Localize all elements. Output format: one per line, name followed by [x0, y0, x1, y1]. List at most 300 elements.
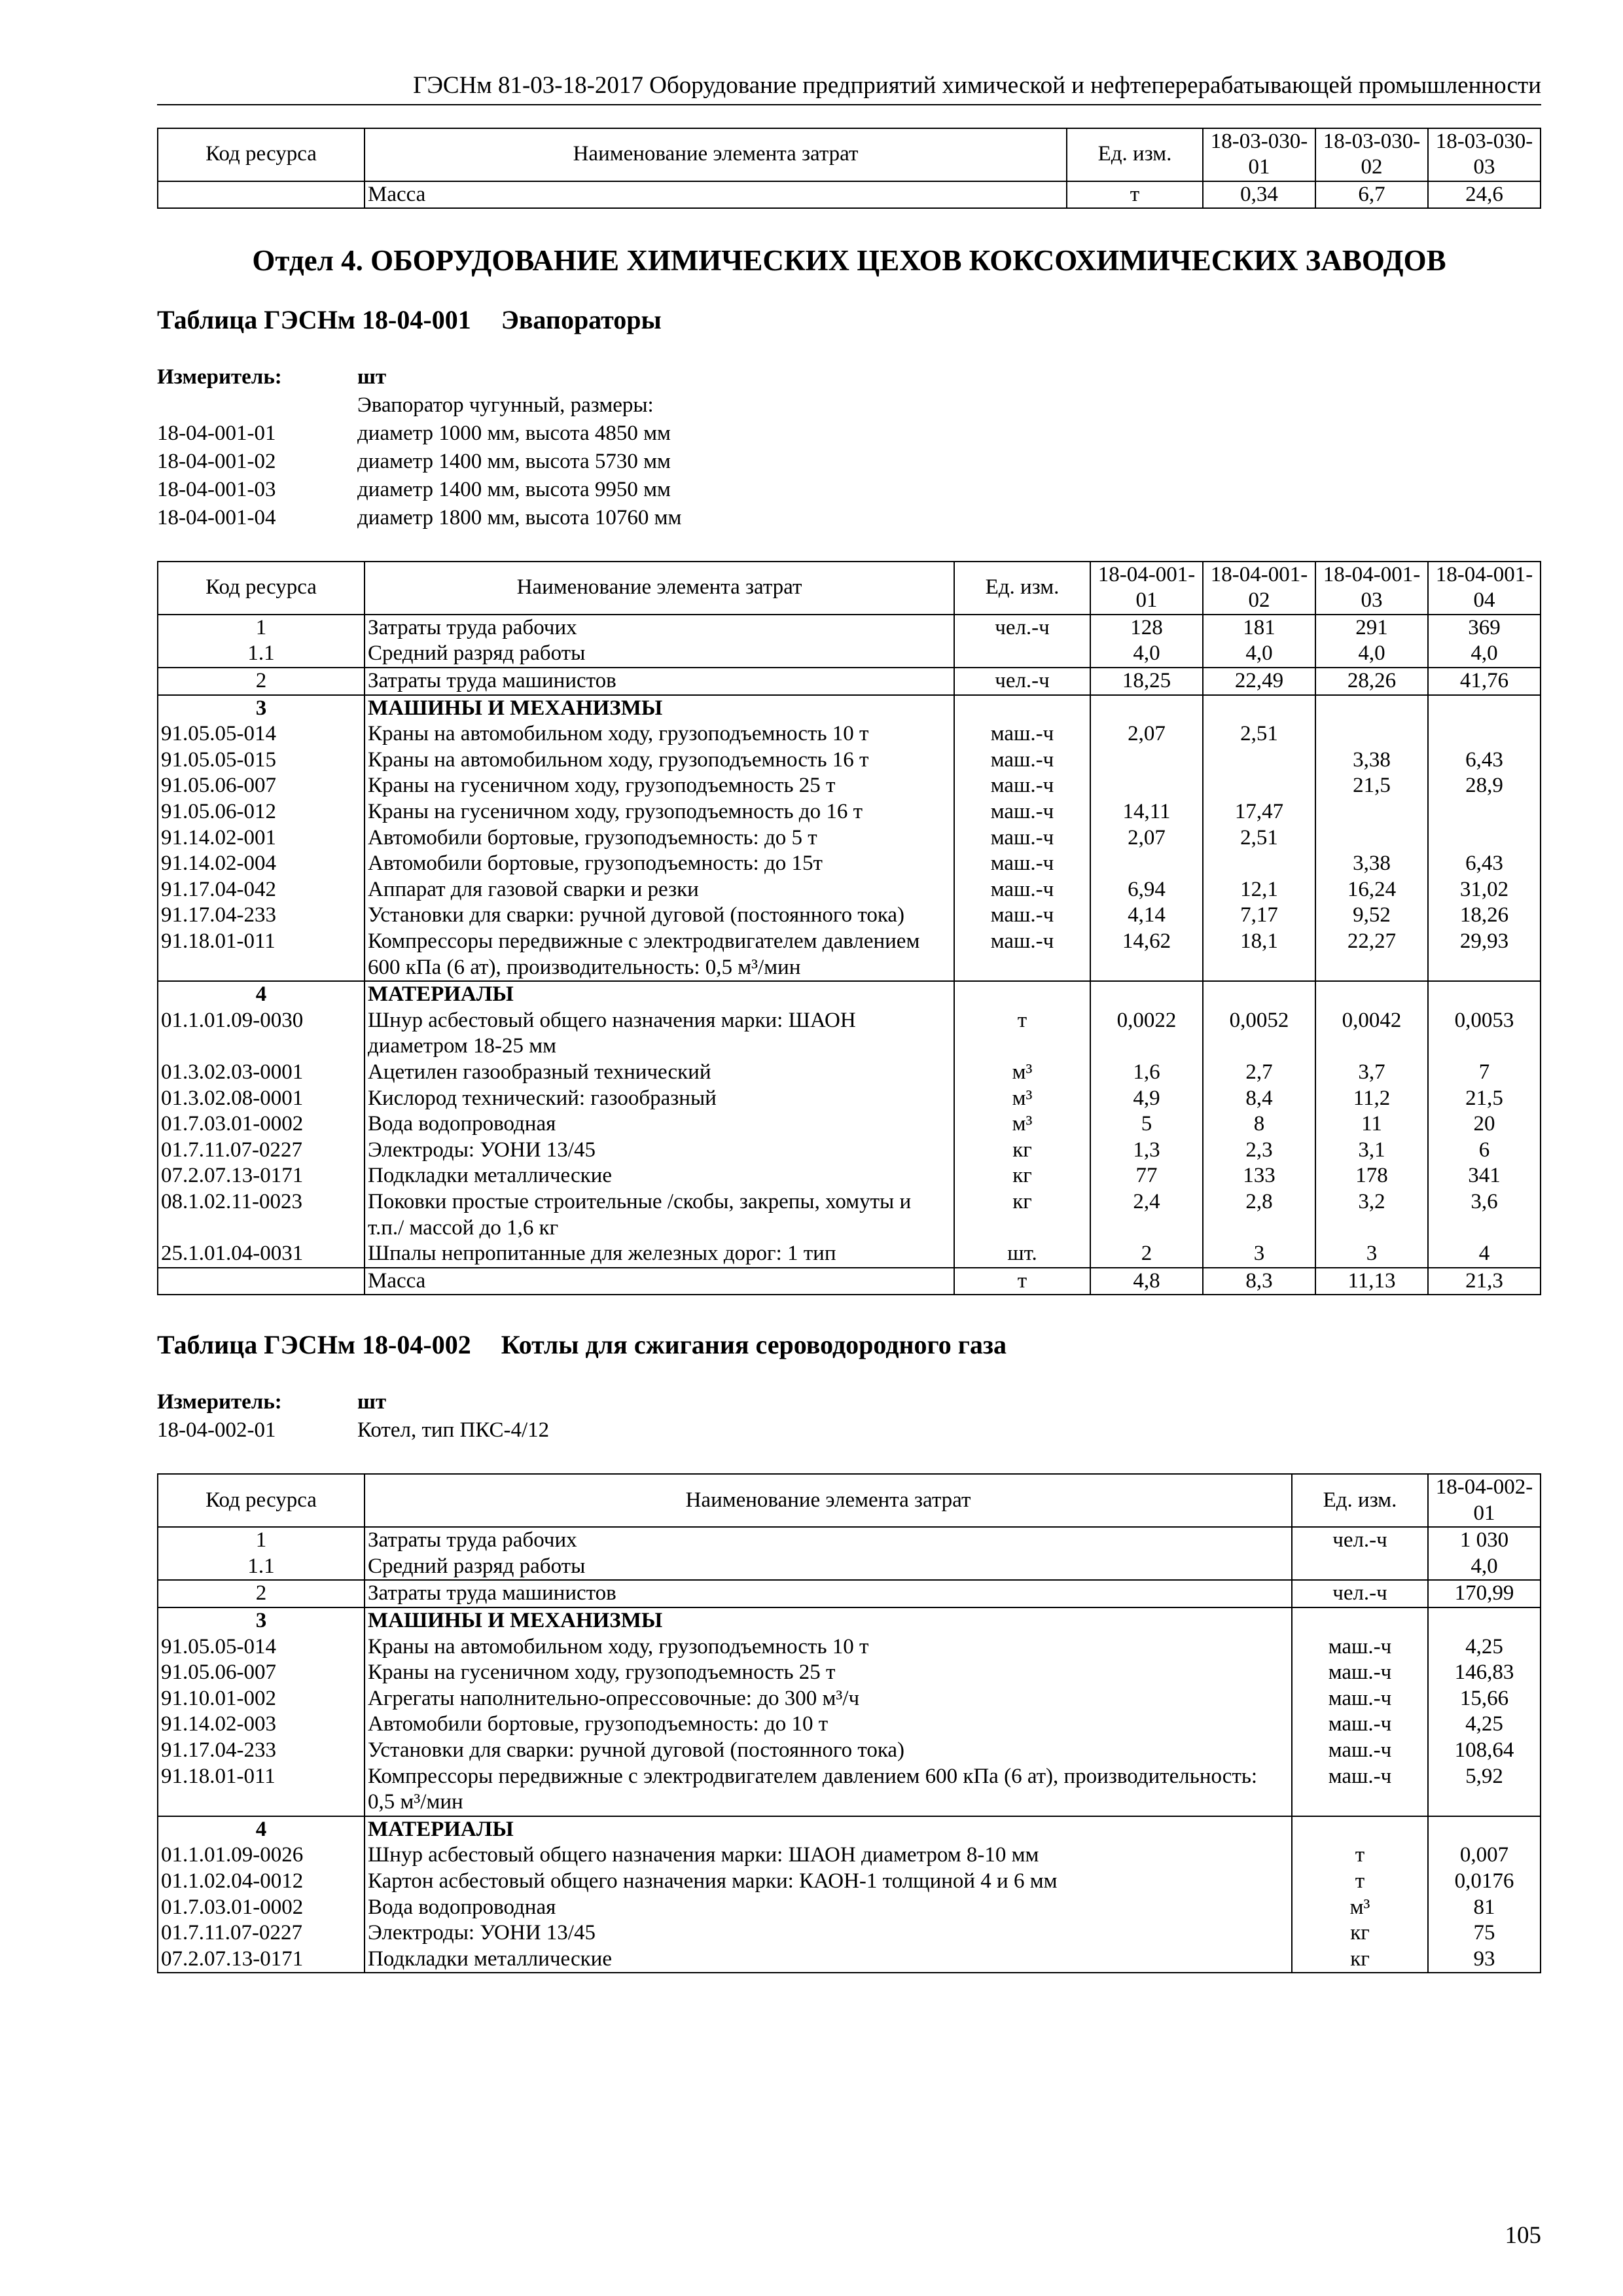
cell-value: 4,0: [1315, 641, 1428, 668]
cell-value: 3,1: [1315, 1138, 1428, 1164]
cell-value: 2,8: [1203, 1189, 1315, 1241]
cell-code: 07.2.07.13-0171: [158, 1163, 365, 1189]
cell-value: 8: [1203, 1111, 1315, 1138]
cell-value: 146,83: [1428, 1660, 1541, 1686]
cell-unit: [1292, 1607, 1428, 1634]
cell-code: 2: [158, 668, 365, 695]
cell-value: 7,17: [1203, 903, 1315, 929]
cell-value: 341: [1428, 1163, 1541, 1189]
cell-code: 01.7.11.07-0227: [158, 1920, 365, 1946]
item-code: 18-04-001-01: [157, 422, 276, 446]
cell-value: 21,5: [1315, 773, 1428, 799]
cell-value: 12,1: [1203, 877, 1315, 903]
table-row: [158, 1738, 1541, 1764]
cell-value: 178: [1315, 1163, 1428, 1189]
cell-code: 91.14.02-004: [158, 851, 365, 877]
cell-code: 91.18.01-011: [158, 929, 365, 981]
table-row: [158, 1660, 1541, 1686]
item-code: 18-04-001-02: [157, 450, 276, 473]
cell-value: 0,0052: [1203, 1008, 1315, 1060]
cell-value: 6,43: [1428, 747, 1541, 774]
cell-code: 07.2.07.13-0171: [158, 1946, 365, 1973]
cell-unit: т: [954, 1268, 1090, 1295]
cell-unit: [1292, 1816, 1428, 1843]
cell-unit: кг: [1292, 1946, 1428, 1973]
cell-value: 18,26: [1428, 903, 1541, 929]
cell-value: 6,7: [1315, 181, 1428, 209]
cell-value: 1,3: [1090, 1138, 1203, 1164]
cell-value: 0,0176: [1428, 1869, 1541, 1895]
cell-unit: чел.-ч: [1292, 1527, 1428, 1554]
table2-title: [157, 1329, 1541, 1361]
cell-value: 3,6: [1428, 1189, 1541, 1241]
cell-value: 4,9: [1090, 1086, 1203, 1112]
cell-value: 2,51: [1203, 825, 1315, 852]
cell-value: 28,26: [1315, 668, 1428, 695]
header-unit: Ед. изм.: [1067, 128, 1203, 181]
table1-number: Таблица ГЭСНм 18-04-001: [157, 305, 471, 335]
cell-name: Агрегаты наполнительно-опрессовочные: до 300 м³/ч: [365, 1686, 1292, 1712]
cell-code: 91.17.04-233: [158, 1738, 365, 1764]
cell-name: Краны на гусеничном ходу, грузоподъемность 25 т: [365, 1660, 1292, 1686]
cell-code: 91.05.05-014: [158, 1634, 365, 1660]
cell-name: Краны на гусеничном ходу, грузоподъемность 25 т: [365, 773, 954, 799]
table-row: [158, 1634, 1541, 1660]
table-row: [158, 1764, 1541, 1816]
cell-name: МАШИНЫ И МЕХАНИЗМЫ: [365, 1607, 1292, 1634]
cell-value: 2,07: [1090, 721, 1203, 747]
cell-name: Электроды: УОНИ 13/45: [365, 1138, 954, 1164]
meter-label: Измеритель:: [157, 365, 282, 389]
cell-value: 16,24: [1315, 877, 1428, 903]
table1-meter: [157, 363, 1541, 531]
cell-value: 5: [1090, 1111, 1203, 1138]
cell-name: Установки для сварки: ручной дуговой (постоянного тока): [365, 1738, 1292, 1764]
cell-name: Вода водопроводная: [365, 1895, 1292, 1921]
table2-header: [158, 1474, 1541, 1527]
table-row: [158, 668, 1541, 695]
cell-value: [1090, 773, 1203, 799]
cell-value: 4,0: [1428, 1554, 1541, 1581]
cell-name: Затраты труда рабочих: [365, 615, 954, 641]
cell-value: 4,0: [1090, 641, 1203, 668]
cell-value: 6,94: [1090, 877, 1203, 903]
meter-intro: Эвапоратор чугунный, размеры:: [357, 393, 654, 418]
cell-value: [1315, 981, 1428, 1008]
cell-value: 3,38: [1315, 747, 1428, 774]
cell-name: Краны на автомобильном ходу, грузоподъемность 16 т: [365, 747, 954, 774]
cell-value: [1428, 1607, 1541, 1634]
cell-value: 75: [1428, 1920, 1541, 1946]
header-column: 18-03-030-02: [1315, 128, 1428, 181]
table-row: [158, 747, 1541, 774]
cell-unit: маш.-ч: [954, 799, 1090, 825]
cell-code: 3: [158, 695, 365, 722]
cell-unit: т: [954, 1008, 1090, 1060]
header-column: 18-04-002-01: [1428, 1474, 1541, 1527]
header-unit: Ед. изм.: [1292, 1474, 1428, 1527]
cell-value: 1,6: [1090, 1060, 1203, 1086]
cell-name: Средний разряд работы: [365, 1554, 1292, 1581]
cell-unit: [954, 695, 1090, 722]
cell-unit: м³: [1292, 1895, 1428, 1921]
cell-code: 01.7.03.01-0002: [158, 1111, 365, 1138]
table1-body: [158, 615, 1541, 1295]
cell-code: 91.14.02-003: [158, 1712, 365, 1738]
cell-unit: маш.-ч: [1292, 1686, 1428, 1712]
cell-unit: кг: [1292, 1920, 1428, 1946]
header-code: Код ресурса: [158, 562, 365, 615]
cell-value: 77: [1090, 1163, 1203, 1189]
table-row: [158, 1607, 1541, 1634]
cell-value: [1203, 695, 1315, 722]
table-row: [158, 721, 1541, 747]
cell-value: 170,99: [1428, 1580, 1541, 1607]
cell-value: 11,2: [1315, 1086, 1428, 1112]
cell-value: 31,02: [1428, 877, 1541, 903]
cell-unit: чел.-ч: [1292, 1580, 1428, 1607]
cell-name: МАТЕРИАЛЫ: [365, 981, 954, 1008]
table-row: [158, 1869, 1541, 1895]
header-code: Код ресурса: [158, 1474, 365, 1527]
cell-name: Масса: [365, 181, 1067, 209]
cell-value: [1315, 721, 1428, 747]
cell-value: 17,47: [1203, 799, 1315, 825]
cell-code: 1: [158, 615, 365, 641]
cell-code: 01.1.01.09-0030: [158, 1008, 365, 1060]
cell-name: Ацетилен газообразный технический: [365, 1060, 954, 1086]
cell-value: [1090, 695, 1203, 722]
cell-value: [1090, 981, 1203, 1008]
cell-name: Подкладки металлические: [365, 1163, 954, 1189]
section-title: Отдел 4. ОБОРУДОВАНИЕ ХИМИЧЕСКИХ ЦЕХОВ КОКСОХИМИЧЕСКИХ ЗАВОДОВ: [252, 244, 1446, 278]
cell-name: Подкладки металлические: [365, 1946, 1292, 1973]
cell-name: Установки для сварки: ручной дуговой (постоянного тока): [365, 903, 954, 929]
cell-unit: [954, 641, 1090, 668]
table2-meter: [157, 1388, 1541, 1444]
cell-value: 93: [1428, 1946, 1541, 1973]
cell-unit: маш.-ч: [1292, 1660, 1428, 1686]
cell-value: 2,51: [1203, 721, 1315, 747]
cell-value: 81: [1428, 1895, 1541, 1921]
cell-name: Автомобили бортовые, грузоподъемность: до 10 т: [365, 1712, 1292, 1738]
cell-value: 7: [1428, 1060, 1541, 1086]
cell-value: 8,3: [1203, 1268, 1315, 1295]
cell-name: Поковки простые строительные /скобы, закрепы, хомуты и т.п./ массой до 1,6 кг: [365, 1189, 954, 1241]
cell-name: Компрессоры передвижные с электродвигателем давлением 600 кПа (6 ат), производительность: 0,5 м³/мин: [365, 929, 954, 981]
cell-value: 4: [1428, 1241, 1541, 1268]
cell-unit: [1292, 1554, 1428, 1581]
table-row: [158, 981, 1541, 1008]
table1-name: Эвапораторы: [501, 305, 662, 335]
cell-code: 1: [158, 1527, 365, 1554]
cell-value: [1203, 773, 1315, 799]
top-table-header: [158, 128, 1541, 181]
cell-code: 01.3.02.03-0001: [158, 1060, 365, 1086]
table1-header: [158, 562, 1541, 615]
cell-unit: маш.-ч: [954, 747, 1090, 774]
cell-name: Аппарат для газовой сварки и резки: [365, 877, 954, 903]
cell-value: 181: [1203, 615, 1315, 641]
cell-code: 91.05.05-014: [158, 721, 365, 747]
cell-value: 128: [1090, 615, 1203, 641]
table-row: [158, 1946, 1541, 1973]
cell-value: 133: [1203, 1163, 1315, 1189]
table-row: [158, 1580, 1541, 1607]
cell-value: 4,25: [1428, 1634, 1541, 1660]
cell-value: 28,9: [1428, 773, 1541, 799]
cell-unit: маш.-ч: [1292, 1712, 1428, 1738]
cell-value: 3,2: [1315, 1189, 1428, 1241]
cell-value: 4,8: [1090, 1268, 1203, 1295]
cell-name: Шпалы непропитанные для железных дорог: 1 тип: [365, 1241, 954, 1268]
cell-value: 14,62: [1090, 929, 1203, 981]
cell-value: 0,0053: [1428, 1008, 1541, 1060]
table-row: [158, 1895, 1541, 1921]
cell-code: 91.18.01-011: [158, 1764, 365, 1816]
cell-value: 2,7: [1203, 1060, 1315, 1086]
cell-code: 91.05.06-007: [158, 1660, 365, 1686]
item-text: диаметр 1000 мм, высота 4850 мм: [357, 422, 671, 446]
cell-code: 01.7.03.01-0002: [158, 1895, 365, 1921]
table-row: [158, 851, 1541, 877]
cell-value: 108,64: [1428, 1738, 1541, 1764]
cell-value: 11,13: [1315, 1268, 1428, 1295]
item-text: диаметр 1400 мм, высота 5730 мм: [357, 450, 671, 473]
cell-value: 2,3: [1203, 1138, 1315, 1164]
cell-value: 9,52: [1315, 903, 1428, 929]
cell-value: [1203, 747, 1315, 774]
cell-name: Краны на автомобильном ходу, грузоподъемность 10 т: [365, 1634, 1292, 1660]
cell-unit: маш.-ч: [954, 929, 1090, 981]
table-row: [158, 1241, 1541, 1268]
header-column: 18-03-030-03: [1428, 128, 1541, 181]
cell-value: 291: [1315, 615, 1428, 641]
cell-value: 41,76: [1428, 668, 1541, 695]
meter-unit: шт: [357, 1390, 387, 1414]
cell-unit: [954, 981, 1090, 1008]
cell-value: 2: [1090, 1241, 1203, 1268]
table2: [157, 1473, 1541, 1973]
table-row: [158, 1712, 1541, 1738]
cell-value: 4,14: [1090, 903, 1203, 929]
table-row: [158, 1086, 1541, 1112]
cell-value: 3: [1203, 1241, 1315, 1268]
cell-value: 6,43: [1428, 851, 1541, 877]
top-table-body: [158, 181, 1541, 209]
table-row: [158, 1527, 1541, 1554]
cell-value: [1315, 799, 1428, 825]
cell-value: [1315, 695, 1428, 722]
header-column: 18-04-001-01: [1090, 562, 1203, 615]
top-table: [157, 128, 1541, 209]
cell-value: 3,7: [1315, 1060, 1428, 1086]
cell-value: 14,11: [1090, 799, 1203, 825]
cell-unit: т: [1067, 181, 1203, 209]
cell-code: 4: [158, 981, 365, 1008]
table-row: [158, 1138, 1541, 1164]
cell-code: 01.3.02.08-0001: [158, 1086, 365, 1112]
cell-unit: маш.-ч: [1292, 1634, 1428, 1660]
cell-name: Затраты труда машинистов: [365, 1580, 1292, 1607]
cell-code: 91.05.06-007: [158, 773, 365, 799]
cell-value: 2,4: [1090, 1189, 1203, 1241]
header-column: 18-03-030-01: [1203, 128, 1315, 181]
cell-code: 01.1.02.04-0012: [158, 1869, 365, 1895]
cell-unit: маш.-ч: [1292, 1738, 1428, 1764]
cell-value: 20: [1428, 1111, 1541, 1138]
cell-code: 91.17.04-042: [158, 877, 365, 903]
table-row: [158, 1163, 1541, 1189]
cell-value: 5,92: [1428, 1764, 1541, 1816]
table-row: [158, 1268, 1541, 1295]
cell-value: [1428, 695, 1541, 722]
item-text: Котел, тип ПКС-4/12: [357, 1418, 550, 1443]
cell-name: Шнур асбестовый общего назначения марки: ШАОН диаметром 18-25 мм: [365, 1008, 954, 1060]
table-row: [158, 1816, 1541, 1843]
table1: [157, 561, 1541, 1296]
table-row: [158, 877, 1541, 903]
cell-value: [1428, 825, 1541, 852]
table-row: [158, 903, 1541, 929]
cell-code: 2: [158, 1580, 365, 1607]
cell-value: [1203, 981, 1315, 1008]
cell-value: 3,38: [1315, 851, 1428, 877]
cell-unit: м³: [954, 1086, 1090, 1112]
cell-code: 1.1: [158, 1554, 365, 1581]
cell-unit: кг: [954, 1138, 1090, 1164]
cell-value: [1428, 721, 1541, 747]
cell-unit: кг: [954, 1163, 1090, 1189]
table-row: [158, 695, 1541, 722]
cell-name: Затраты труда рабочих: [365, 1527, 1292, 1554]
cell-value: 22,49: [1203, 668, 1315, 695]
item-text: диаметр 1800 мм, высота 10760 мм: [357, 505, 682, 529]
cell-value: 18,1: [1203, 929, 1315, 981]
document-page: [157, 72, 1541, 1973]
header-name: Наименование элемента затрат: [365, 1474, 1292, 1527]
table-row: [158, 825, 1541, 852]
cell-code: 91.14.02-001: [158, 825, 365, 852]
cell-name: Автомобили бортовые, грузоподъемность: до 5 т: [365, 825, 954, 852]
table2-body: [158, 1527, 1541, 1973]
cell-unit: т: [1292, 1869, 1428, 1895]
cell-name: Картон асбестовый общего назначения марки: КАОН-1 толщиной 4 и 6 мм: [365, 1869, 1292, 1895]
cell-unit: чел.-ч: [954, 615, 1090, 641]
running-header: ГЭСНм 81-03-18-2017 Оборудование предприятий химической и нефтеперерабатывающей промышленности: [157, 72, 1541, 105]
cell-value: 0,007: [1428, 1842, 1541, 1869]
cell-code: [158, 181, 365, 209]
cell-value: 21,5: [1428, 1086, 1541, 1112]
cell-value: 24,6: [1428, 181, 1541, 209]
cell-code: 91.05.05-015: [158, 747, 365, 774]
cell-name: Средний разряд работы: [365, 641, 954, 668]
cell-unit: маш.-ч: [954, 851, 1090, 877]
cell-name: Компрессоры передвижные с электродвигателем давлением 600 кПа (6 ат), производительность: 0,5 м³/мин: [365, 1764, 1292, 1816]
header-name: Наименование элемента затрат: [365, 562, 954, 615]
cell-value: 0,0042: [1315, 1008, 1428, 1060]
cell-value: 22,27: [1315, 929, 1428, 981]
cell-unit: м³: [954, 1111, 1090, 1138]
cell-unit: м³: [954, 1060, 1090, 1086]
cell-value: 11: [1315, 1111, 1428, 1138]
cell-value: 21,3: [1428, 1268, 1541, 1295]
cell-value: 18,25: [1090, 668, 1203, 695]
cell-name: Вода водопроводная: [365, 1111, 954, 1138]
table-row: [158, 641, 1541, 668]
cell-code: 1.1: [158, 641, 365, 668]
cell-name: Кислород технический: газообразный: [365, 1086, 954, 1112]
cell-name: Краны на гусеничном ходу, грузоподъемность до 16 т: [365, 799, 954, 825]
cell-code: 91.05.06-012: [158, 799, 365, 825]
cell-value: 3: [1315, 1241, 1428, 1268]
cell-value: 4,0: [1428, 641, 1541, 668]
meter-label: Измеритель:: [157, 1390, 282, 1414]
cell-value: [1428, 799, 1541, 825]
table-row: [158, 1920, 1541, 1946]
table-row: [158, 181, 1541, 209]
header-unit: Ед. изм.: [954, 562, 1090, 615]
cell-code: [158, 1268, 365, 1295]
cell-value: 2,07: [1090, 825, 1203, 852]
cell-value: 8,4: [1203, 1086, 1315, 1112]
cell-unit: маш.-ч: [954, 721, 1090, 747]
table2-name: Котлы для сжигания сероводородного газа: [501, 1330, 1007, 1360]
table-row: [158, 1111, 1541, 1138]
cell-value: [1428, 981, 1541, 1008]
cell-value: 29,93: [1428, 929, 1541, 981]
item-code: 18-04-001-04: [157, 505, 276, 529]
cell-name: Затраты труда машинистов: [365, 668, 954, 695]
cell-unit: маш.-ч: [954, 877, 1090, 903]
cell-unit: шт.: [954, 1241, 1090, 1268]
header-name: Наименование элемента затрат: [365, 128, 1067, 181]
cell-name: Шнур асбестовый общего назначения марки: ШАОН диаметром 8-10 мм: [365, 1842, 1292, 1869]
table-row: [158, 1189, 1541, 1241]
item-code: 18-04-002-01: [157, 1418, 276, 1443]
cell-code: 01.1.01.09-0026: [158, 1842, 365, 1869]
cell-code: 01.7.11.07-0227: [158, 1138, 365, 1164]
cell-value: [1428, 1816, 1541, 1843]
cell-unit: чел.-ч: [954, 668, 1090, 695]
cell-value: 4,0: [1203, 641, 1315, 668]
cell-value: 4,25: [1428, 1712, 1541, 1738]
cell-name: МАШИНЫ И МЕХАНИЗМЫ: [365, 695, 954, 722]
cell-value: 0,0022: [1090, 1008, 1203, 1060]
cell-value: [1090, 851, 1203, 877]
cell-name: Автомобили бортовые, грузоподъемность: до 15т: [365, 851, 954, 877]
cell-code: 3: [158, 1607, 365, 1634]
table-row: [158, 799, 1541, 825]
header-column: 18-04-001-04: [1428, 562, 1541, 615]
table-row: [158, 1842, 1541, 1869]
cell-name: МАТЕРИАЛЫ: [365, 1816, 1292, 1843]
table-row: [158, 773, 1541, 799]
table-row: [158, 1554, 1541, 1581]
table-row: [158, 1060, 1541, 1086]
cell-code: 08.1.02.11-0023: [158, 1189, 365, 1241]
header-column: 18-04-001-03: [1315, 562, 1428, 615]
cell-unit: маш.-ч: [954, 825, 1090, 852]
header-column: 18-04-001-02: [1203, 562, 1315, 615]
table-row: [158, 615, 1541, 641]
cell-code: 91.17.04-233: [158, 903, 365, 929]
cell-unit: маш.-ч: [954, 903, 1090, 929]
cell-unit: маш.-ч: [1292, 1764, 1428, 1816]
table-row: [158, 1686, 1541, 1712]
cell-value: 1 030: [1428, 1527, 1541, 1554]
table-row: [158, 1008, 1541, 1060]
